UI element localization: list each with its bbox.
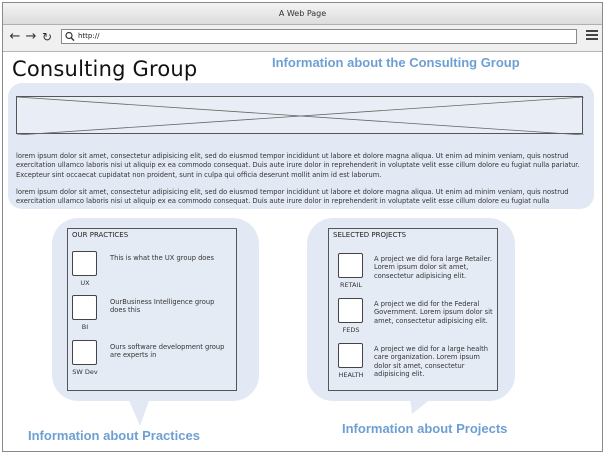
projects-title: SELECTED PROJECTS <box>333 231 407 239</box>
project-thumbnail[interactable] <box>338 298 363 323</box>
practice-text: Ours software development group are experts in <box>110 343 225 360</box>
forward-arrow-icon[interactable]: → <box>25 29 37 44</box>
project-text: A project we did for a large health care organization. Lorem ipsum dolor sit amet, consectetur adipisicing elit. <box>374 345 489 379</box>
back-arrow-icon[interactable]: ← <box>9 29 21 44</box>
practice-label: UX <box>80 279 90 287</box>
project-text: A project we did fora large Retailer. Lorem ipsum dolor sit amet, consectetur adipisicing elit. <box>374 255 492 280</box>
practice-label: BI <box>81 323 89 331</box>
project-thumbnail[interactable] <box>338 253 363 278</box>
annotation-consulting: Information about the Consulting Group <box>272 55 520 70</box>
practice-thumbnail[interactable] <box>72 340 97 365</box>
project-label: HEALTH <box>338 371 364 379</box>
page-title: Consulting Group <box>12 57 198 81</box>
window-title: A Web Page <box>3 3 602 25</box>
project-label: FEDS <box>342 326 360 334</box>
project-label: RETAIL <box>339 281 363 289</box>
address-text: http:// <box>78 32 100 40</box>
practices-panel <box>67 228 237 391</box>
project-text: A project we did for the Federal Government. Lorem ipsum dolor sit amet, consectetur adipisicing elit. <box>374 300 493 325</box>
practice-text: OurBusiness Intelligence group does this <box>110 298 215 315</box>
projects-panel <box>328 228 498 391</box>
annotation-practices: Information about Practices <box>28 428 200 443</box>
annotation-projects: Information about Projects <box>342 421 508 436</box>
practice-text: This is what the UX group does <box>110 254 214 262</box>
practice-label: SW Dev <box>72 368 98 376</box>
intro-paragraph-1: lorem ipsum dolor sit amet, consectetur adipisicing elit, sed do eiusmod tempor incididunt ut labore et dolore magna aliqua. Ut enim ad minim veniam, quis nostrud exercitation ullamco laboris nisi ut aliquip ex ea commodo consequat. Duis aute irure dolor in reprehenderit in voluptate velit esse cillum dolore eu fugiat nulla pariatur. Excepteur sint occaecat cupidatat non proident, sunt in culpa qui officia deserunt mollit anim id est laborum. <box>16 152 580 179</box>
project-thumbnail[interactable] <box>338 343 363 368</box>
reload-icon[interactable]: ↻ <box>41 30 53 44</box>
practice-thumbnail[interactable] <box>72 251 97 276</box>
practice-thumbnail[interactable] <box>72 295 97 320</box>
practices-title: OUR PRACTICES <box>72 231 129 239</box>
intro-paragraph-2: lorem ipsum dolor sit amet, consectetur adipisicing elit, sed do eiusmod tempor incididunt ut labore et dolore magna aliqua. Ut enim ad minim veniam, quis nostrud exercitation ullamco laboris nisi ut aliquip ex ea commodo consequat. Duis aute irure dolor in reprehenderit in voluptate velit esse cillum dolore eu fugiat nulla <box>16 188 569 206</box>
